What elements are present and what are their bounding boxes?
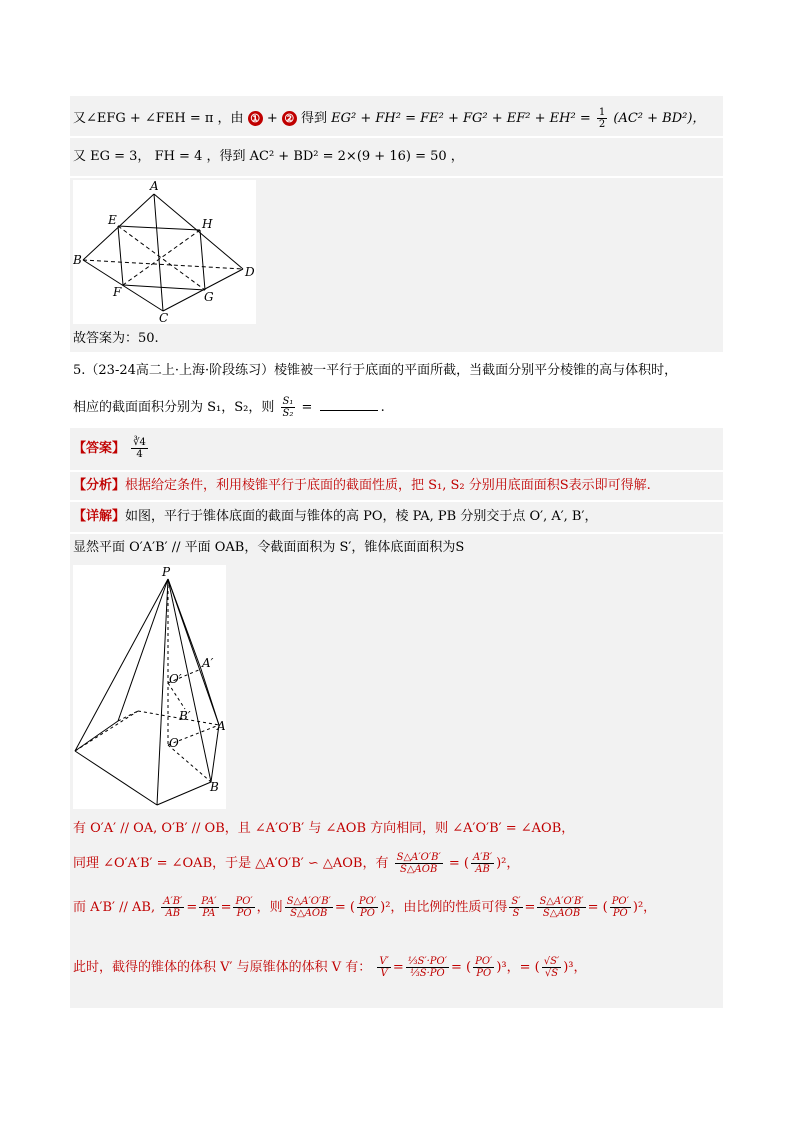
ratio-frac-1-den: AB bbox=[165, 908, 181, 919]
vol-frac-3-num: PO′ bbox=[475, 956, 493, 967]
parallel-text: 有 O′A′ // OA, O′B′ // OB，且 ∠A′O′B′ 与 ∠AOB 方向相同，则 ∠A′O′B′ = ∠AOB， bbox=[73, 821, 575, 836]
analysis-text: 根据给定条件，利用棱锥平行于底面的截面性质，把 S₁, S₂ 分别用底面面积S表示即可得解. bbox=[125, 478, 651, 493]
ratio-frac-6-den: S bbox=[512, 908, 520, 919]
fig2-label-A: A bbox=[217, 719, 226, 733]
ratio-frac-3 bbox=[233, 896, 254, 919]
plus-sign: + bbox=[266, 111, 278, 126]
q5-end: . bbox=[380, 400, 385, 415]
fig2-label-O-prime: O′ bbox=[169, 672, 182, 686]
line-angle-sum bbox=[73, 107, 705, 130]
ratio-frac-2-den: PA bbox=[202, 908, 216, 919]
ratio-mid: ，则 bbox=[256, 900, 283, 915]
circle-two-icon: ② bbox=[282, 111, 297, 126]
ratio-frac-3-den: PO bbox=[236, 908, 252, 919]
ratio-frac-5-num: PO′ bbox=[358, 896, 377, 907]
vol-frac-2 bbox=[406, 956, 449, 979]
line-eg-fh bbox=[73, 148, 464, 166]
fig2-label-O: O bbox=[169, 736, 179, 750]
ratio-frac-1 bbox=[161, 896, 184, 919]
answer-blank bbox=[320, 410, 378, 411]
fig1-label-F: F bbox=[113, 285, 122, 299]
fig2-label-B: B bbox=[210, 780, 219, 794]
ratio-frac-6-num: S′ bbox=[511, 896, 521, 907]
line2-text: 又 EG = 3， FH = 4 ，得到 AC² + BD² = 2×(9 + 16) = 50 ， bbox=[73, 149, 464, 164]
band-5 bbox=[70, 428, 723, 470]
band-4 bbox=[70, 326, 723, 352]
vol-frac-4 bbox=[542, 956, 562, 979]
vol-frac-1 bbox=[377, 956, 391, 979]
ratio-pre: 而 A′B′ // AB, bbox=[73, 900, 156, 915]
line1-text: 又∠EFG + ∠FEH = π ，由 bbox=[73, 111, 244, 126]
fig1-label-D: D bbox=[245, 265, 255, 279]
ratio-frac-4-num: S△A′O′B′ bbox=[286, 896, 331, 907]
line1-end: (AC² + BD²)， bbox=[613, 111, 706, 126]
half-fraction bbox=[597, 107, 607, 130]
ratio-frac-8-den: PO bbox=[612, 908, 628, 919]
s1: S₁ bbox=[282, 396, 294, 407]
q5-eq: = bbox=[301, 400, 313, 415]
ratio-eq-2: = bbox=[220, 900, 232, 915]
detail-text: 如图，平行于锥体底面的截面与锥体的高 PO，棱 PA, PB 分别交于点 O′, A′, B′， bbox=[125, 509, 598, 524]
vol-frac-3 bbox=[473, 956, 494, 979]
ratio-frac-7-num: S△A′O′B′ bbox=[539, 896, 584, 907]
vol-frac-4-num: √S′ bbox=[543, 956, 560, 967]
ratio-mid3: )²，由比例的性质可得 bbox=[380, 900, 508, 915]
answer-fraction bbox=[131, 437, 148, 460]
analysis-tag: 【分析】 bbox=[73, 478, 126, 493]
ratio-eq-3: = bbox=[524, 900, 536, 915]
vol-eq-2: = ( bbox=[451, 960, 472, 975]
ratio-frac-7 bbox=[537, 896, 585, 919]
ratio-frac-4 bbox=[285, 896, 333, 919]
similar-frac-2 bbox=[471, 852, 494, 875]
analysis-line bbox=[73, 477, 651, 495]
fig2-label-A-prime: A′ bbox=[202, 656, 214, 670]
answer-num: ∛4 bbox=[133, 437, 146, 448]
ratio-frac-1-num: A′B′ bbox=[163, 896, 183, 907]
fig2-label-B-prime: B′ bbox=[179, 709, 191, 723]
vol-frac-2-den: ⅓S·PO bbox=[410, 968, 445, 979]
volume-line bbox=[73, 956, 587, 979]
fig2-label-P: P bbox=[162, 565, 171, 579]
quadrilateral-figure bbox=[73, 180, 256, 324]
fig1-label-B: B bbox=[73, 253, 82, 267]
line1-formula: EG² + FH² = FE² + FG² + EF² + EH² = bbox=[331, 111, 591, 126]
line3-text: 故答案为：50. bbox=[73, 331, 159, 346]
ratio-line bbox=[73, 896, 656, 919]
similar-frac-1-num: S△A′O′B′ bbox=[396, 852, 441, 863]
answer-line bbox=[73, 437, 150, 460]
fig1-label-H: H bbox=[202, 217, 213, 231]
question-5-line-1 bbox=[73, 362, 677, 380]
vol-eq-3: = ( bbox=[519, 960, 540, 975]
answer-den: 4 bbox=[136, 449, 143, 460]
vol-mid: )³， bbox=[496, 960, 520, 975]
s1-s2-fraction bbox=[281, 396, 296, 419]
answer-fifty bbox=[73, 330, 159, 348]
similar-line bbox=[73, 852, 519, 875]
circle-one-icon: ① bbox=[248, 111, 263, 126]
similar-frac-1-den: S△AOB bbox=[400, 864, 438, 875]
q5-text-a: 5.（23-24高二上·上海·阶段练习）棱锥被一平行于底面的平面所截，当截面分别平分棱锥的高与体积时， bbox=[73, 363, 678, 378]
fig1-label-A: A bbox=[150, 180, 159, 193]
ratio-frac-6 bbox=[509, 896, 522, 919]
vol-frac-4-den: √S bbox=[544, 968, 559, 979]
ratio-mid2: = ( bbox=[334, 900, 355, 915]
similar-frac-1 bbox=[395, 852, 443, 875]
pyramid-figure bbox=[73, 565, 226, 809]
line1-mid: 得到 bbox=[301, 111, 328, 126]
vol-frac-2-num: ⅓S′·PO′ bbox=[407, 956, 448, 967]
ratio-frac-2 bbox=[199, 896, 218, 919]
ratio-frac-5-den: PO bbox=[360, 908, 375, 919]
ratio-frac-3-num: PO′ bbox=[235, 896, 253, 907]
plane-line bbox=[73, 539, 464, 557]
vol-frac-1-den: V bbox=[380, 968, 388, 979]
similar-pre: 同理 ∠O′A′B′ = ∠OAB，于是 △A′O′B′ ∽ △AOB，有 bbox=[73, 856, 389, 871]
ratio-frac-4-den: S△AOB bbox=[290, 908, 328, 919]
half-num: 1 bbox=[598, 107, 606, 118]
similar-frac-2-den: AB bbox=[475, 864, 490, 875]
ratio-eq-4: = ( bbox=[587, 900, 608, 915]
parallel-line bbox=[73, 820, 574, 838]
vol-frac-3-den: PO bbox=[476, 968, 492, 979]
q5-text-b: 相应的截面面积分别为 S₁，S₂，则 bbox=[73, 400, 275, 415]
ratio-end: )²， bbox=[632, 900, 657, 915]
similar-frac-2-num: A′B′ bbox=[472, 852, 493, 863]
answer-tag: 【答案】 bbox=[73, 441, 126, 456]
ratio-frac-2-num: PA′ bbox=[201, 896, 217, 907]
fig1-label-E: E bbox=[108, 213, 117, 227]
vol-end: )³， bbox=[563, 960, 587, 975]
similar-end: )²， bbox=[496, 856, 520, 871]
detail-line bbox=[73, 508, 597, 526]
ratio-eq-1: = bbox=[186, 900, 198, 915]
fig1-label-G: G bbox=[204, 290, 214, 304]
vol-eq-1: = bbox=[392, 960, 404, 975]
question-5-line-2 bbox=[73, 396, 385, 419]
half-den: 2 bbox=[598, 119, 606, 130]
vol-frac-1-num: V′ bbox=[379, 956, 389, 967]
ratio-frac-8 bbox=[610, 896, 631, 919]
ratio-frac-8-num: PO′ bbox=[611, 896, 629, 907]
s2: S₂ bbox=[282, 408, 294, 419]
plane-text: 显然平面 O′A′B′ // 平面 OAB，令截面面积为 S′，锥体底面面积为S bbox=[73, 540, 465, 555]
volume-pre: 此时，截得的锥体的体积 V′ 与原锥体的体积 V 有： bbox=[73, 960, 372, 975]
ratio-frac-5 bbox=[357, 896, 378, 919]
detail-tag: 【详解】 bbox=[73, 509, 126, 524]
ratio-frac-7-den: S△AOB bbox=[542, 908, 581, 919]
similar-eq: = ( bbox=[448, 856, 469, 871]
fig1-label-C: C bbox=[159, 311, 169, 324]
